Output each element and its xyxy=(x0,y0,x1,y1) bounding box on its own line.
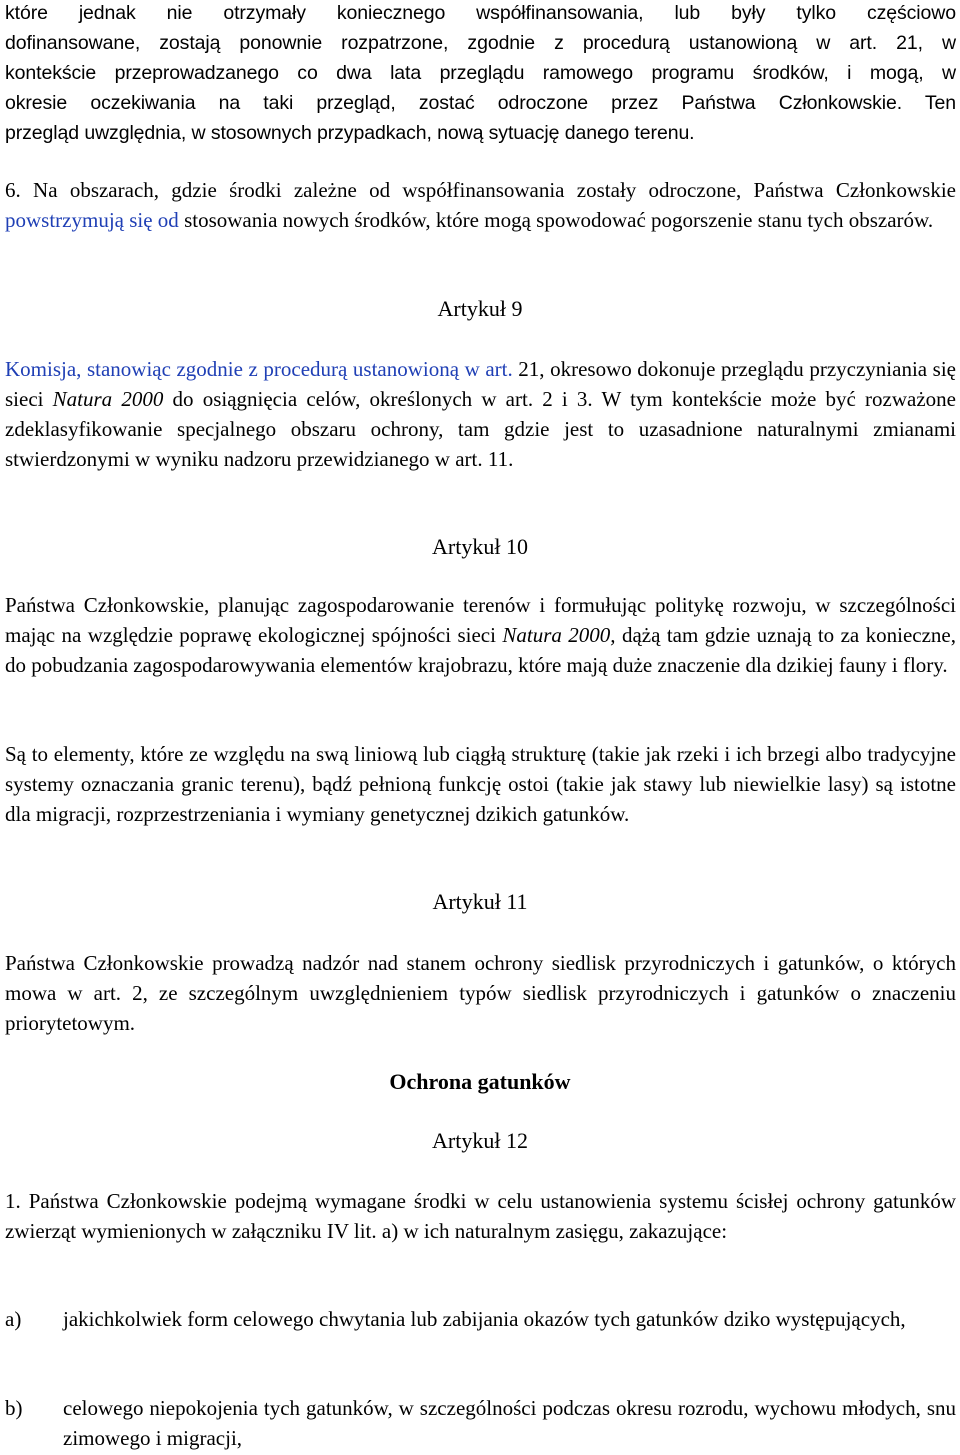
list-item-text: celowego niepokojenia tych gatunków, w szczególności podczas okresu rozrodu, wychowu młodych, snu zimowego i migracji, xyxy=(63,1396,956,1450)
list-marker: a) xyxy=(5,1307,22,1331)
paragraph-text: Państwa Członkowskie, planując zagospodarowanie terenów i formułując politykę rozwoju, w szczególności mając na względzie poprawę ekologicznej spójności sieci xyxy=(5,593,956,647)
paragraph-text: 21, okresowo dokonuje przeglądu przyczyniania się sieci xyxy=(5,357,956,411)
text-line: które jednak nie otrzymały koniecznego współfinansowania, lub były tylko częściowo xyxy=(5,2,956,24)
article-9-heading: Artykuł 9 xyxy=(437,296,523,321)
italic-text: Natura 2000 xyxy=(52,387,164,411)
article-10-paragraph-1 xyxy=(5,590,956,680)
highlighted-text: Komisja, stanowiąc zgodnie z procedurą ustanowioną w art. xyxy=(5,357,513,381)
paragraph-text: dążą tam gdzie uznają to za konieczne, do pobudzania zagospodarowywania elementów krajobrazu, które mają duże znaczenie dla dzikiej fauny i flory. xyxy=(5,623,956,677)
article-12-heading: Artykuł 12 xyxy=(432,1128,528,1153)
text-line: okresie oczekiwania na taki przegląd, zostać odroczone przez Państwa Członkowskie. Ten xyxy=(5,92,956,114)
paragraph-text: do osiągnięcia celów, określonych w art. 2 i 3. W tym kontekście może być rozważone zdeklasyfikowanie specjalnego obszaru ochrony, tam gdzie jest to uzasadnione naturalnymi zmianami stwierdzonymi w wyniku nadzoru przewidzianego w art. 11. xyxy=(5,387,956,471)
article-12-paragraph-1: 1. Państwa Członkowskie podejmą wymagane środki w celu ustanowienia systemu ścisłej ochrony gatunków zwierząt wymienionych w załączniku IV lit. a) w ich naturalnym zasięgu, zakazujące: xyxy=(5,1189,956,1243)
article-9-body xyxy=(5,354,956,474)
paragraph-continuation xyxy=(5,0,956,148)
article-10-heading: Artykuł 10 xyxy=(432,534,528,559)
highlighted-text: powstrzymują się od xyxy=(5,208,179,232)
list-marker: b) xyxy=(5,1396,23,1420)
text-line: dofinansowane, zostają ponownie rozpatrzone, zgodnie z procedurą ustanowioną w art. 21, w xyxy=(5,32,956,54)
list-item-a xyxy=(5,1304,956,1334)
article-11-heading: Artykuł 11 xyxy=(432,889,528,914)
paragraph-6 xyxy=(5,175,956,235)
section-heading: Ochrona gatunków xyxy=(389,1069,571,1094)
article-11-paragraph: Państwa Członkowskie prowadzą nadzór nad stanem ochrony siedlisk przyrodniczych i gatunków, o których mowa w art. 2, ze szczególnym uwzględnieniem typów siedlisk przyrodniczych i gatunków o znaczeniu priorytetowym. xyxy=(5,951,956,1035)
paragraph-text: stosowania nowych środków, które mogą spowodować pogorszenie stanu tych obszarów. xyxy=(178,208,934,232)
list-item-b xyxy=(5,1393,956,1453)
text-line: kontekście przeprowadzanego co dwa lata przeglądu ramowego programu środków, i mogą, w xyxy=(5,62,956,84)
paragraph-text: 6. Na obszarach, gdzie środki zależne od współfinansowania zostały odroczone, Państwa Członkowskie xyxy=(5,178,956,202)
article-10-paragraph-2: Są to elementy, które ze względu na swą liniową lub ciągłą strukturę (takie jak rzeki i ich brzegi albo tradycyjne systemy oznaczania granic terenu), bądź pełnioną funkcję ostoi (takie jak stawy lub niewielkie lasy) są istotne dla migracji, rozprzestrzeniania i wymiany genetycznej dzikich gatunków. xyxy=(5,742,956,826)
list-item-text: jakichkolwiek form celowego chwytania lub zabijania okazów tych gatunków dziko występujących, xyxy=(63,1307,906,1331)
italic-text: Natura 2000, xyxy=(502,623,616,647)
text-line: przegląd uwzględnia, w stosownych przypadkach, nową sytuację danego terenu. xyxy=(5,122,695,144)
